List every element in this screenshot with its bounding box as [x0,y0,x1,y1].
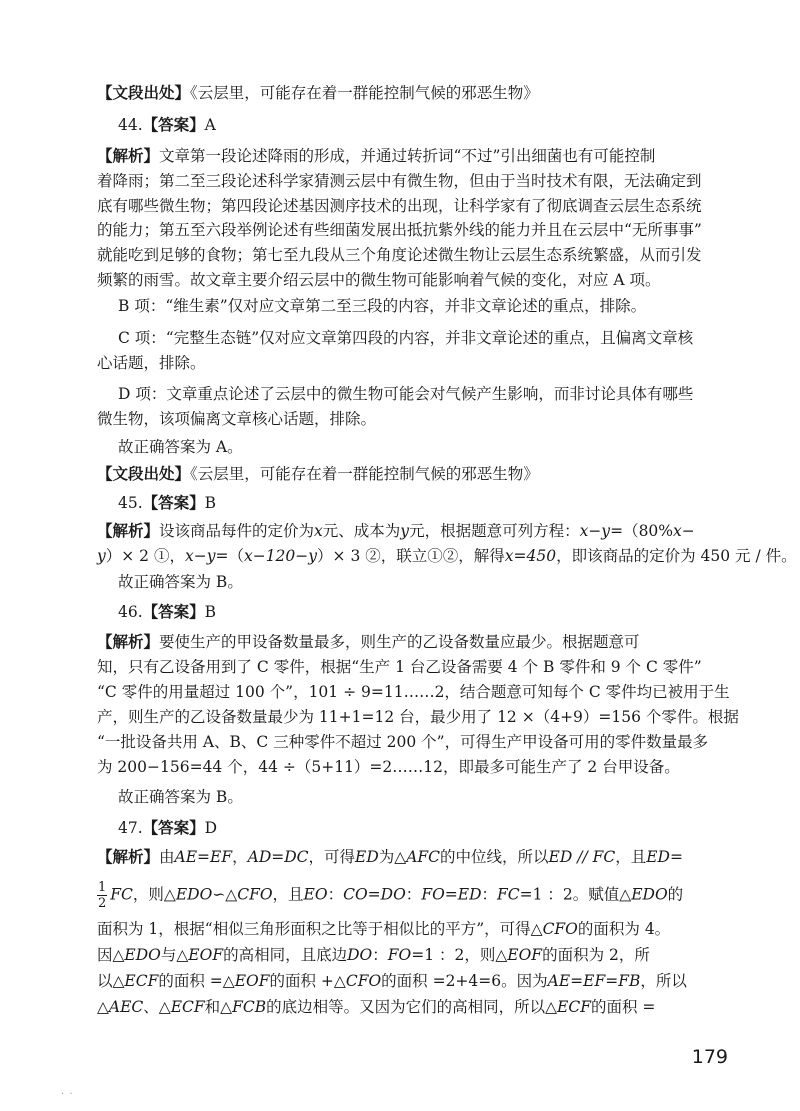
source-line-2 [97,463,800,485]
math-expr: x−120−y [243,547,318,565]
math-expr: EDO [175,885,213,904]
q44-text-6: 频繁的雨雪。故文章主要介绍云层中的微生物可能影响着气候的变化，对应 A 项。 [97,271,661,289]
q44-number: 44. [118,116,143,134]
q47-analysis-line-2 [97,880,800,911]
math-expr: CFO [237,885,273,904]
math-expr: ECF [557,998,591,1016]
math-expr: x−y= [579,522,624,540]
q44-option-d-text-2: 微生物，该项偏离文章核心话题，排除。 [97,410,377,428]
source-title: 《云层里，可能存在着一群能控制气候的邪恶生物》 [190,84,539,102]
source-label: 【文段出处】 [97,465,191,483]
analysis-label: 【解析】 [97,522,160,540]
q44-text-1: 文章第一段论述降雨的形成，并通过转折词“不过”引出细菌也有可能控制 [159,147,656,165]
q45-conclusion [118,571,800,593]
q45-text: ）× 3 ②，联立①②，解得 [317,547,505,565]
q44-analysis-line-6 [97,269,800,291]
q44-text-2: 着降雨；第二至三段论述科学家猜测云层中有微生物，但由于当时技术有限，无法确定到 [97,172,702,190]
q44-option-c-text-2: 心话题，排除。 [97,354,206,372]
q47-text: 和△ [204,998,233,1016]
q47-text: ，且 [272,885,304,904]
q45-analysis-line-1 [97,520,800,542]
q46-analysis-line-5 [97,731,800,753]
math-expr: FC [110,885,133,904]
q44-answer-value: A [204,116,216,134]
q46-answer-value: B [204,603,217,621]
q47-analysis-line-4 [97,944,800,966]
q47-analysis-line-1 [97,846,800,868]
q44-analysis-line-5 [97,244,800,266]
math-expr: FO [387,946,412,964]
q47-text: 的面积 =2+4=6。因为 [381,972,548,990]
q44-option-b-text: B 项：“维生素”仅对应文章第二至三段的内容，并非文章论述的重点，排除。 [118,297,647,315]
q45-text: 元、成本为 [322,522,401,540]
q46-conclusion [118,786,800,808]
answer-label: 【答案】 [142,603,205,621]
q47-answer [118,817,800,839]
fraction-one-half [97,880,107,911]
q47-text: ∽△ [212,885,238,904]
math-expr: AE=EF [174,848,233,866]
q44-option-b [118,295,800,317]
math-expr: CFO [542,920,578,938]
q47-text: ： [372,946,388,964]
answer-label: 【答案】 [142,819,205,837]
q45-conclusion-text: 故正确答案为 B。 [118,573,243,591]
q47-answer-value: D [204,819,218,837]
q47-text: ，且 [615,848,647,866]
q47-analysis-line-6 [97,996,800,1018]
analysis-label: 【解析】 [97,848,160,866]
math-expr: EOF [234,972,270,990]
math-expr: x−y= [184,547,229,565]
q47-text: 的面积 =△ [158,972,235,990]
analysis-label: 【解析】 [97,633,160,651]
q47-text: 以△ [97,972,125,990]
source-label: 【文段出处】 [97,84,191,102]
math-expr: AE=EF=FB [547,972,641,990]
q47-analysis-line-3 [97,918,800,940]
math-expr: ED= [646,848,683,866]
q46-analysis-line-6 [97,756,800,778]
math-expr: DO [347,946,373,964]
q45-text: ，即该商品的定价为 450 元 / 件。 [556,547,797,565]
math-expr: CFO [345,972,382,990]
q47-text: 与△ [160,946,189,964]
q46-text-1: 要使生产的甲设备数量最多，则生产的乙设备数量应最少。根据题意可 [159,633,640,651]
q44-option-d-text-1: D 项：文章重点论述了云层中的微生物可能会对气候产生影响，而非讨论具体有哪些 [118,385,694,403]
q47-text: 、△ [143,998,171,1016]
math-expr: AFC [406,848,441,866]
q46-text-5: “一批设备共用 A、B、C 三种零件不超过 200 个”，可得生产甲设备可用的零件数量最多 [97,733,709,751]
q44-conclusion [118,436,800,458]
q44-option-c-line-1 [118,327,800,349]
q47-text: 面积为 1，根据“相似三角形面积之比等于相似比的平方”，可得△ [97,920,543,938]
answer-label: 【答案】 [142,116,205,134]
math-var: y [400,522,410,540]
q46-conclusion-text: 故正确答案为 B。 [118,788,243,806]
math-var: x [314,522,323,540]
q46-text-4: 产，则生产的乙设备数量最少为 11+1=12 台，最少用了 12 ×（4+9）=156 个零件。根据 [97,708,739,726]
math-expr: x− [673,522,695,540]
q47-text: 的面积 +△ [269,972,346,990]
q47-text: ，所以 [640,972,687,990]
math-expr: ED // FC [548,848,616,866]
q44-option-d-line-1 [118,383,800,405]
q44-answer [118,114,800,136]
analysis-label: 【解析】 [97,147,160,165]
math-expr: x=450 [504,547,557,565]
q45-analysis-line-2 [97,545,800,567]
q45-number: 45. [118,494,143,512]
q44-analysis-line-2 [97,170,800,192]
q46-analysis-line-1 [97,631,800,653]
q47-number: 47. [118,819,143,837]
q46-number: 46. [118,603,143,621]
math-expr: ECF [170,998,205,1016]
q46-text-6: 为 200−156=44 个，44 ÷（5+11）=2……12，即最多可能生产了 2 台甲设备。 [97,758,680,776]
q47-text: 的面积为 2，所 [542,946,650,964]
q47-text: 的 [667,885,684,904]
math-expr: FC [497,885,520,904]
q44-option-d-line-2 [97,408,800,430]
q47-text: 为△ [378,848,407,866]
q47-text: 的面积为 4。 [577,920,671,938]
q47-text: △ [97,998,109,1016]
q47-text: 的面积 = [590,998,656,1016]
answer-label: 【答案】 [142,494,205,512]
q45-text: 元，根据题意可列方程： [409,522,580,540]
q44-text-3: 底有哪些微生物；第四段论述基因测序技术的出现，让科学家有了彻底调查云层生态系统 [97,197,702,215]
q46-analysis-line-2 [97,656,800,678]
fraction-denominator: 2 [98,896,107,911]
source-line [97,82,800,104]
q47-text: 由 [159,848,175,866]
q45-answer [118,492,800,514]
math-expr: AEC [108,998,144,1016]
q47-text: ： [481,885,498,904]
q44-text-4: 的能力；第五至六段举例论述有些细菌发展出抵抗紫外线的能力并且在云层中“无所事事” [97,221,702,239]
q47-analysis-line-5 [97,970,800,992]
q45-text: （80% [623,522,674,540]
q47-text: 因△ [97,946,125,964]
q44-option-c-text-1: C 项：“完整生态链”仅对应文章第四段的内容，并非文章论述的重点，且偏离文章核 [118,329,694,347]
q46-text-3: “C 零件的用量超过 100 个”，101 ÷ 9=11……2，结合题意可知每个 C 零件均已被用于生 [97,683,730,701]
q45-text: 设该商品每件的定价为 [159,522,315,540]
math-expr: EOF [188,946,224,964]
scan-mark: · · [61,1089,74,1100]
q45-answer-value: B [204,494,217,512]
math-expr: EO [303,885,328,904]
q44-conclusion-text: 故正确答案为 A。 [118,438,243,456]
q44-option-c-line-2 [97,352,800,374]
q47-text: ， [232,848,248,866]
q44-analysis-line-4 [97,219,800,241]
q46-analysis-line-4 [97,706,800,728]
q45-text: ）× 2 ①， [105,547,185,565]
page-number: 179 [691,1046,728,1068]
math-expr: EDO [124,946,161,964]
math-expr: CO=DO [343,885,406,904]
q47-text: ： [327,885,344,904]
math-expr: FCB [232,998,267,1016]
q47-text: 的高相同，且底边 [223,946,348,964]
q47-text: 的底边相等。又因为它们的高相同，所以△ [266,998,558,1016]
q46-text-2: 知，只有乙设备用到了 C 零件，根据“生产 1 台乙设备需要 4 个 B 零件和 9 个 C 零件” [97,658,702,676]
q44-analysis-line-3 [97,195,800,217]
q47-text: =1 ：2，则△ [411,946,508,964]
math-expr: EDO [631,885,668,904]
q44-text-5: 就能吃到足够的食物；第七至九段从三个角度论述微生物让云层生态系统繁盛，从而引发 [97,246,702,264]
math-var: y [97,547,106,565]
q47-text: ，可得 [308,848,356,866]
source-title: 《云层里，可能存在着一群能控制气候的邪恶生物》 [190,465,539,483]
math-expr: EOF [507,946,543,964]
q47-text: ，则△ [132,885,176,904]
q45-text: （ [228,547,244,565]
q46-analysis-line-3 [97,681,800,703]
math-expr: ED [355,848,379,866]
q47-text: =1 ：2。赋值△ [519,885,632,904]
fraction-numerator: 1 [98,880,107,895]
math-expr: ECF [124,972,159,990]
q46-answer [118,601,800,623]
q47-text: 的中位线，所以 [440,848,549,866]
q47-text: ： [405,885,422,904]
q44-analysis-line-1 [97,145,800,167]
math-expr: AD=DC [247,848,309,866]
math-expr: FO=ED [421,885,482,904]
